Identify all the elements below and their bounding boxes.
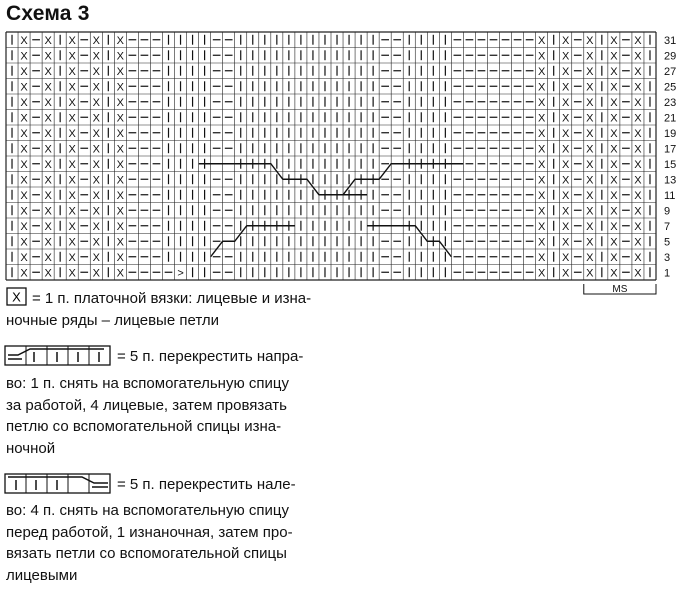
left-stitch-symbol: X [68, 236, 76, 249]
cable-left-cross-icon [4, 473, 112, 495]
right-stitch-symbol: X [586, 112, 594, 125]
left-stitch-symbol: X [116, 34, 125, 47]
left-stitch-symbol: X [116, 220, 125, 233]
row-numbers [664, 35, 676, 280]
left-stitch-symbol: X [92, 143, 100, 156]
right-stitch-symbol: X [562, 205, 570, 218]
right-stitch-symbol: X [586, 236, 594, 249]
right-stitch-symbol: X [537, 127, 546, 140]
row-number: 31 [664, 35, 677, 48]
right-stitch-symbol: X [610, 189, 618, 202]
left-stitch-symbol: X [44, 251, 52, 264]
right-stitch-symbol: X [610, 220, 618, 233]
right-stitch-symbol: X [537, 174, 546, 187]
left-stitch-symbol: X [116, 174, 125, 187]
row-number: 7 [664, 221, 671, 234]
right-stitch-symbol: X [562, 174, 570, 187]
cable-right-cross-icon [4, 345, 112, 367]
left-stitch-symbol: X [68, 34, 76, 47]
left-stitch-symbol: X [116, 112, 125, 125]
left-stitch-symbol: X [116, 81, 125, 94]
left-stitch-symbol: X [92, 189, 100, 202]
right-stitch-symbol: X [562, 189, 570, 202]
right-stitch-symbol: X [586, 189, 594, 202]
legend-cable-left-text-cont [6, 500, 293, 586]
left-stitch-symbol: X [44, 81, 52, 94]
legend-cable-right-line-1: = 5 п. перекрестить напра- [117, 348, 304, 365]
left-stitch-symbol: X [44, 189, 52, 202]
right-stitch-symbol: X [610, 158, 618, 171]
left-stitch-symbol: X [68, 205, 76, 218]
left-stitch-symbol: X [68, 267, 76, 280]
left-stitch-symbol: X [20, 189, 28, 202]
right-stitch-symbol: X [634, 65, 642, 78]
row-number: 11 [664, 190, 676, 203]
left-stitch-symbol: X [68, 143, 76, 156]
row-number: 23 [664, 97, 677, 110]
right-stitch-symbol: X [537, 205, 546, 218]
right-stitch-symbol: X [634, 127, 642, 140]
right-stitch-symbol: X [586, 127, 594, 140]
right-stitch-symbol: X [634, 34, 642, 47]
legend-cable-left-line-5: лицевыми [6, 566, 78, 584]
left-stitch-symbol: X [116, 267, 125, 280]
right-stitch-symbol: X [562, 158, 570, 171]
right-stitch-symbol: X [562, 143, 570, 156]
left-stitch-symbol: X [92, 112, 100, 125]
left-stitch-symbol: X [20, 236, 28, 249]
row-number: 1 [664, 267, 671, 280]
row-number: 27 [664, 66, 677, 79]
right-stitch-symbol: X [562, 96, 570, 109]
left-stitch-symbol: X [92, 34, 100, 47]
left-stitch-symbol: X [20, 127, 28, 140]
left-stitch-symbol: X [92, 174, 100, 187]
right-stitch-symbol: X [537, 65, 546, 78]
right-stitch-symbol: X [586, 34, 594, 47]
left-stitch-symbol: X [116, 158, 125, 171]
right-stitch-symbol: X [634, 174, 642, 187]
row-number: 21 [664, 112, 677, 125]
right-stitch-symbol: X [537, 220, 546, 233]
left-stitch-symbol: X [116, 127, 125, 140]
right-stitch-symbol: X [586, 205, 594, 218]
left-stitch-symbol: X [44, 267, 52, 280]
legend-cable-left-line-2: во: 4 п. снять на вспомогательную спицу [6, 502, 289, 519]
right-stitch-symbol: X [586, 143, 594, 156]
center-stitch-symbol: > [177, 267, 184, 280]
right-stitch-symbol: X [634, 158, 642, 171]
right-stitch-symbol: X [634, 112, 642, 125]
right-stitch-symbol: X [537, 143, 546, 156]
left-stitch-symbol: X [44, 158, 52, 171]
row-number: 25 [664, 81, 677, 94]
left-stitch-symbol: X [44, 143, 52, 156]
left-stitch-symbol: X [116, 50, 125, 63]
left-stitch-symbol: X [20, 251, 28, 264]
right-stitch-symbol: X [610, 50, 618, 63]
left-stitch-symbol: X [68, 96, 76, 109]
left-stitch-symbol: X [44, 50, 52, 63]
right-stitch-symbol: X [562, 34, 570, 47]
left-stitch-symbol: X [116, 251, 125, 264]
left-stitch-symbol: X [20, 267, 28, 280]
right-stitch-symbol: X [537, 236, 546, 249]
right-stitch-symbol: X [562, 267, 570, 280]
left-stitch-symbol: X [92, 267, 100, 280]
left-stitch-symbol: X [116, 65, 125, 78]
left-stitch-symbol: X [44, 205, 52, 218]
right-stitch-symbol: X [562, 112, 570, 125]
left-stitch-symbol: X [68, 158, 76, 171]
row-number: 5 [664, 236, 671, 249]
right-stitch-symbol: X [610, 174, 618, 187]
legend-cable-right-line-2: во: 1 п. снять на вспомогательную спицу [6, 375, 289, 392]
knitting-chart [0, 0, 690, 300]
row-number: 13 [664, 174, 677, 187]
right-stitch-symbol: X [586, 174, 594, 187]
left-stitch-symbol: X [92, 158, 100, 171]
right-stitch-symbol: X [537, 267, 546, 280]
left-stitch-symbol: X [20, 205, 28, 218]
right-stitch-symbol: X [634, 50, 642, 63]
right-stitch-symbol: X [610, 96, 618, 109]
legend-cable-right-line-5: ночной [6, 439, 56, 457]
right-stitch-symbol: X [562, 127, 570, 140]
left-stitch-symbol: X [20, 50, 28, 63]
row-number: 3 [664, 252, 671, 265]
left-stitch-symbol: X [92, 50, 100, 63]
left-stitch-symbol: X [44, 174, 52, 187]
right-stitch-symbol: X [610, 236, 618, 249]
legend-cable-left-line-4: вязать петли со вспомогательной спицы [6, 545, 287, 562]
legend-garter-line-2: ночные ряды – лицевые петли [6, 312, 219, 329]
row-number: 29 [664, 50, 677, 63]
right-stitch-symbol: X [586, 65, 594, 78]
legend-cable-right-text-cont [6, 373, 289, 459]
right-stitch-symbol: X [634, 205, 642, 218]
right-stitch-symbol: X [634, 220, 642, 233]
left-stitch-symbol: X [20, 34, 28, 47]
left-stitch-symbol: X [92, 65, 100, 78]
right-stitch-symbol: X [586, 220, 594, 233]
left-stitch-symbol: X [68, 251, 76, 264]
right-stitch-symbol: X [537, 81, 546, 94]
left-stitch-symbol: X [68, 189, 76, 202]
right-stitch-symbol: X [562, 81, 570, 94]
chart-title: Схема 3 [6, 2, 90, 25]
right-stitch-symbol: X [586, 251, 594, 264]
right-stitch-symbol: X [537, 189, 546, 202]
left-stitch-symbol: X [68, 112, 76, 125]
right-stitch-symbol: X [634, 96, 642, 109]
left-stitch-symbol: X [116, 236, 125, 249]
left-stitch-symbol: X [44, 127, 52, 140]
right-stitch-symbol: X [610, 112, 618, 125]
right-stitch-symbol: X [634, 189, 642, 202]
right-stitch-symbol: X [537, 158, 546, 171]
right-stitch-symbol: X [610, 267, 618, 280]
chart-grid [6, 32, 656, 280]
left-stitch-symbol: X [20, 174, 28, 187]
left-stitch-symbol: X [44, 220, 52, 233]
right-stitch-symbol: X [634, 251, 642, 264]
row-number: 15 [664, 159, 677, 172]
legend-garter-stitch-icon [6, 287, 28, 307]
right-stitch-symbol: X [610, 143, 618, 156]
left-stitch-symbol: X [92, 127, 100, 140]
right-stitch-symbol: X [562, 220, 570, 233]
row-number: 19 [664, 128, 677, 141]
right-stitch-symbol: X [586, 81, 594, 94]
right-stitch-symbol: X [610, 65, 618, 78]
right-stitch-symbol: X [634, 143, 642, 156]
left-stitch-symbol: X [68, 220, 76, 233]
left-stitch-symbol: X [92, 251, 100, 264]
left-stitch-symbol: X [68, 174, 76, 187]
row-number: 17 [664, 143, 677, 156]
left-stitch-symbol: X [20, 143, 28, 156]
left-stitch-symbol: X [44, 34, 52, 47]
legend-cable-left-text [117, 474, 296, 496]
legend-cable-left-line-3: перед работой, 1 изнаночная, затем про- [6, 523, 293, 541]
right-stitch-symbol: X [610, 81, 618, 94]
left-stitch-symbol: X [116, 205, 125, 218]
right-stitch-symbol: X [537, 112, 546, 125]
right-stitch-symbol: X [610, 251, 618, 264]
left-stitch-symbol: X [92, 205, 100, 218]
left-stitch-symbol: X [44, 65, 52, 78]
right-stitch-symbol: X [586, 267, 594, 280]
left-stitch-symbol: X [20, 81, 28, 94]
legend-garter-text [32, 288, 311, 310]
right-stitch-symbol: X [610, 34, 618, 47]
left-stitch-symbol: X [68, 65, 76, 78]
right-stitch-symbol: X [610, 205, 618, 218]
left-stitch-symbol: X [20, 65, 28, 78]
left-stitch-symbol: X [44, 96, 52, 109]
legend-garter-line-1: = 1 п. платочной вязки: лицевые и изна- [32, 290, 312, 307]
left-stitch-symbol: X [20, 158, 28, 171]
right-stitch-symbol: X [586, 50, 594, 63]
right-stitch-symbol: X [610, 127, 618, 140]
right-stitch-symbol: X [537, 251, 546, 264]
right-stitch-symbol: X [562, 251, 570, 264]
right-stitch-symbol: X [586, 158, 594, 171]
right-stitch-symbol: X [537, 34, 546, 47]
left-stitch-symbol: X [44, 112, 52, 125]
repeat-bracket [584, 284, 656, 295]
right-stitch-symbol: X [562, 236, 570, 249]
right-stitch-symbol: X [562, 50, 570, 63]
repeat-label: MS [612, 284, 628, 295]
left-stitch-symbol: X [20, 96, 28, 109]
left-stitch-symbol: X [116, 189, 125, 202]
left-stitch-symbol: X [44, 236, 52, 249]
left-stitch-symbol: X [116, 143, 125, 156]
left-stitch-symbol: X [68, 50, 76, 63]
legend-cable-left-line-1: = 5 п. перекрестить нале- [117, 476, 296, 493]
left-stitch-symbol: X [20, 220, 28, 233]
left-stitch-symbol: X [68, 81, 76, 94]
right-stitch-symbol: X [634, 267, 642, 280]
left-stitch-symbol: X [20, 112, 28, 125]
right-stitch-symbol: X [537, 50, 546, 63]
right-stitch-symbol: X [634, 236, 642, 249]
legend-cable-right-line-3: за работой, 4 лицевые, затем провязать [6, 396, 287, 414]
left-stitch-symbol: X [92, 220, 100, 233]
left-stitch-symbol: X [92, 96, 100, 109]
legend-garter-text-cont [6, 310, 219, 332]
right-stitch-symbol: X [537, 96, 546, 109]
right-stitch-symbol: X [562, 65, 570, 78]
legend-cable-right-text [117, 346, 303, 368]
row-number: 9 [664, 205, 671, 218]
right-stitch-symbol: X [634, 81, 642, 94]
left-stitch-symbol: X [68, 127, 76, 140]
left-stitch-symbol: X [116, 96, 125, 109]
right-stitch-symbol: X [586, 96, 594, 109]
legend-cable-right-line-4: петлю со вспомогательной спицы изна- [6, 418, 282, 435]
legend-garter-symbol: X [12, 289, 21, 305]
left-stitch-symbol: X [92, 236, 100, 249]
left-stitch-symbol: X [92, 81, 100, 94]
